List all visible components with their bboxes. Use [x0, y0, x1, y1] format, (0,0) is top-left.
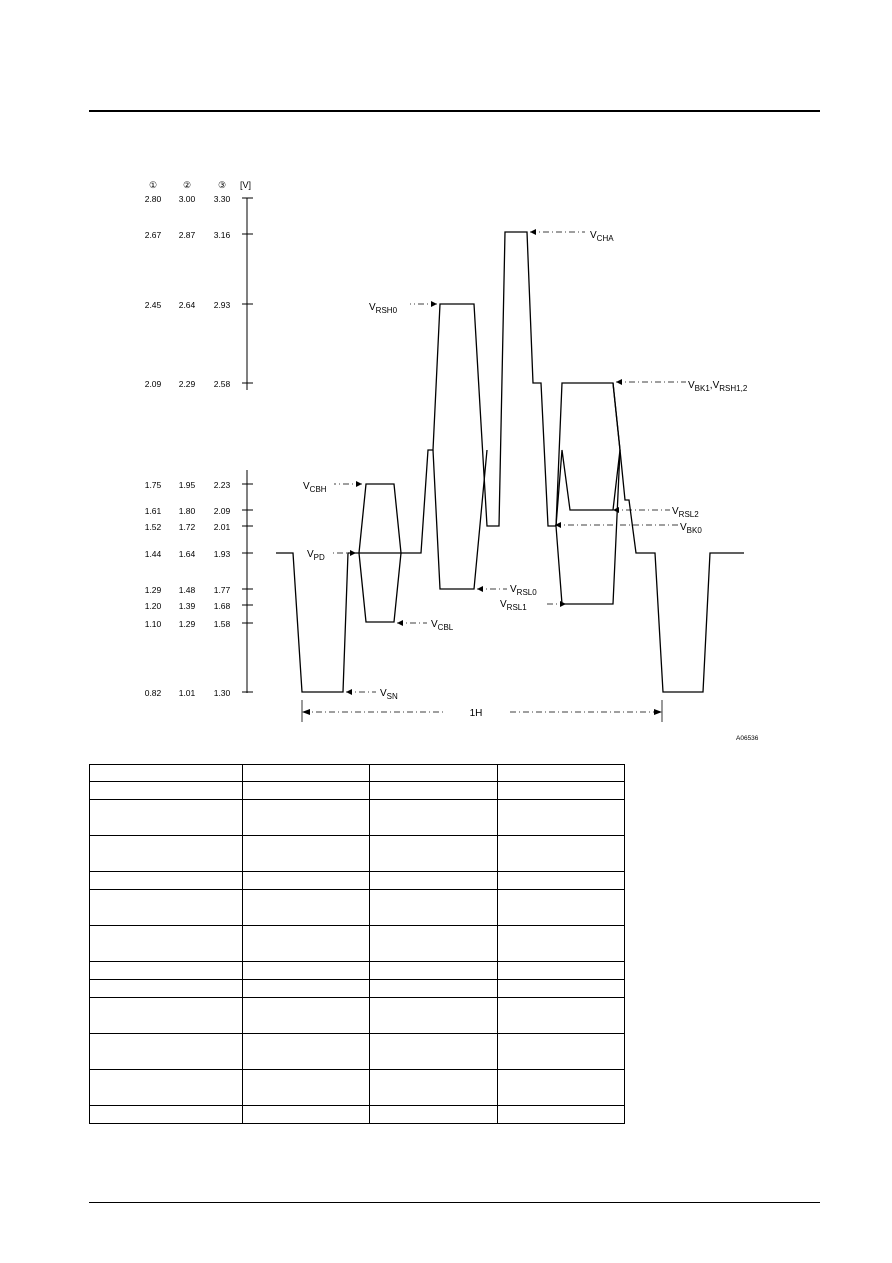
table-cell	[498, 872, 625, 890]
table-cell	[90, 836, 243, 872]
table-cell	[90, 782, 243, 800]
table-cell	[243, 980, 370, 998]
table-cell	[243, 800, 370, 836]
table-cell	[90, 1034, 243, 1070]
label-vrsl1: $V_{RSL1}$	[500, 599, 527, 612]
label-vrsl2: $V_{RSL2}$	[672, 506, 699, 519]
table-cell	[243, 962, 370, 980]
table-cell	[370, 962, 498, 980]
table-row	[90, 836, 625, 872]
label-vbk0: $V_{BK0}$	[680, 522, 702, 535]
v-row8-col3: 1.77	[213, 585, 231, 595]
label-vcha: $V_{CHA}$	[590, 230, 614, 243]
table-row	[90, 1034, 625, 1070]
table-row	[90, 1070, 625, 1106]
table-cell	[498, 926, 625, 962]
label-vpd: $V_{PD}$	[307, 549, 325, 562]
table-cell	[243, 926, 370, 962]
label-vrsh0: $V_{RSH0}$	[369, 302, 398, 315]
v-row3-col3: 2.58	[213, 379, 231, 389]
table-row	[90, 1106, 625, 1124]
table-cell	[370, 926, 498, 962]
v-row11-col2: 1.01	[178, 688, 196, 698]
table-cell	[90, 872, 243, 890]
v-row7-col3: 1.93	[213, 549, 231, 559]
table-row	[90, 962, 625, 980]
v-row0-col2: 3.00	[178, 194, 196, 204]
figure-code: A06536	[736, 735, 759, 742]
table-cell	[498, 998, 625, 1034]
table-cell	[90, 980, 243, 998]
v-row7-col1: 1.44	[144, 549, 162, 559]
col-header-2: ②	[182, 180, 192, 190]
v-row8-col1: 1.29	[144, 585, 162, 595]
table-row	[90, 765, 625, 782]
table-cell	[370, 800, 498, 836]
v-row1-col3: 3.16	[213, 230, 231, 240]
v-row7-col2: 1.64	[178, 549, 196, 559]
v-row2-col1: 2.45	[144, 300, 162, 310]
table-cell	[243, 765, 370, 782]
table-cell	[90, 998, 243, 1034]
label-vbk1-vrsh12: $V_{BK1},V_{RSH1,2}$	[688, 380, 748, 393]
v-row9-col3: 1.68	[213, 601, 231, 611]
v-row9-col2: 1.39	[178, 601, 196, 611]
table-row	[90, 800, 625, 836]
table-cell	[498, 765, 625, 782]
table-cell	[370, 890, 498, 926]
v-row5-col1: 1.61	[144, 506, 162, 516]
col-header-1: ①	[148, 180, 158, 190]
unit-label: [V]	[240, 180, 252, 190]
v-row10-col3: 1.58	[213, 619, 231, 629]
v-row6-col3: 2.01	[213, 522, 231, 532]
table-cell	[90, 800, 243, 836]
table-cell	[498, 1070, 625, 1106]
v-row6-col2: 1.72	[178, 522, 196, 532]
table-cell	[498, 782, 625, 800]
v-row5-col2: 1.80	[178, 506, 196, 516]
table-cell	[90, 765, 243, 782]
voltage-axis	[242, 198, 253, 693]
v-row3-col1: 2.09	[144, 379, 162, 389]
v-row3-col2: 2.29	[178, 379, 196, 389]
col-header-3: ③	[217, 180, 227, 190]
v-row10-col2: 1.29	[178, 619, 196, 629]
v-row0-col3: 3.30	[213, 194, 231, 204]
table-row	[90, 926, 625, 962]
table-cell	[243, 1106, 370, 1124]
table-cell	[243, 782, 370, 800]
table-row	[90, 872, 625, 890]
waveform-traces	[276, 232, 744, 692]
table-cell	[370, 998, 498, 1034]
label-vcbh: $V_{CBH}$	[303, 481, 327, 494]
table-cell	[498, 1106, 625, 1124]
table-cell	[243, 890, 370, 926]
table-cell	[498, 980, 625, 998]
v-row5-col3: 2.09	[213, 506, 231, 516]
v-row4-col1: 1.75	[144, 480, 162, 490]
v-row9-col1: 1.20	[144, 601, 162, 611]
table-cell	[370, 1034, 498, 1070]
label-vcbl: $V_{CBL}$	[431, 619, 454, 632]
table-cell	[498, 800, 625, 836]
table-cell	[498, 1034, 625, 1070]
table-cell	[243, 872, 370, 890]
table-cell	[370, 1106, 498, 1124]
v-row11-col3: 1.30	[213, 688, 231, 698]
table-cell	[90, 890, 243, 926]
table-cell	[90, 926, 243, 962]
v-row2-col3: 2.93	[213, 300, 231, 310]
table-row	[90, 782, 625, 800]
table-cell	[498, 962, 625, 980]
table-cell	[498, 890, 625, 926]
table-cell	[498, 836, 625, 872]
table-cell	[370, 765, 498, 782]
v-row10-col1: 1.10	[144, 619, 162, 629]
table-row	[90, 980, 625, 998]
spec-table	[89, 764, 625, 1124]
v-row8-col2: 1.48	[178, 585, 196, 595]
v-row6-col1: 1.52	[144, 522, 162, 532]
footer-rule	[89, 1202, 820, 1203]
period-label: 1H	[469, 708, 483, 719]
table-cell	[370, 1070, 498, 1106]
label-vsn: $V_{SN}$	[380, 688, 398, 701]
v-row0-col1: 2.80	[144, 194, 162, 204]
v-row11-col1: 0.82	[144, 688, 162, 698]
v-row4-col2: 1.95	[178, 480, 196, 490]
table-cell	[370, 872, 498, 890]
v-row2-col2: 2.64	[178, 300, 196, 310]
table-row	[90, 890, 625, 926]
table-cell	[90, 1106, 243, 1124]
label-vrsl0: $V_{RSL0}$	[510, 584, 537, 597]
table-cell	[243, 836, 370, 872]
v-row4-col3: 2.23	[213, 480, 231, 490]
table-cell	[90, 962, 243, 980]
table-cell	[90, 1070, 243, 1106]
table-cell	[243, 1034, 370, 1070]
table-row	[90, 998, 625, 1034]
v-row1-col2: 2.87	[178, 230, 196, 240]
v-row1-col1: 2.67	[144, 230, 162, 240]
table-cell	[370, 782, 498, 800]
table-cell	[370, 980, 498, 998]
table-cell	[243, 1070, 370, 1106]
table-cell	[370, 836, 498, 872]
table-cell	[243, 998, 370, 1034]
